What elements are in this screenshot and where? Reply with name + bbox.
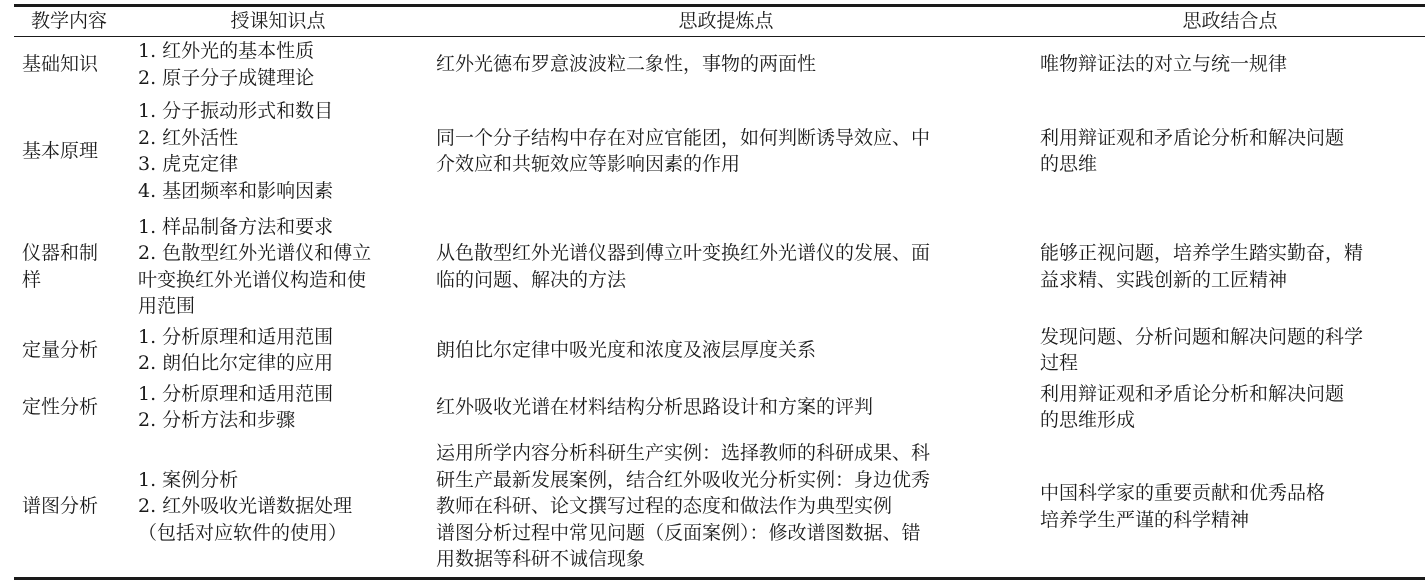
cell-text-line: 用范围 — [138, 295, 196, 317]
cell-text-line: 定量分析 — [22, 338, 99, 361]
cell-knowledge-points — [138, 378, 418, 436]
cell-knowledge-points — [138, 211, 418, 322]
cell-ideological-combination — [1040, 378, 1415, 436]
header-knowledge-points: 授课知识点 — [230, 10, 326, 32]
cell-ideological-combination — [1040, 436, 1415, 577]
cell-text-line: 红外光德布罗意波波粒二象性，事物的两面性 — [436, 53, 817, 76]
cell-text-line: 唯物辩证法的对立与统一规律 — [1040, 53, 1288, 76]
cell-text-line: 发现问题、分析问题和解决问题的科学 — [1040, 325, 1364, 348]
cell-ideological-refinement — [436, 211, 1016, 322]
cell-knowledge-points — [138, 91, 418, 211]
table-row — [0, 436, 1425, 577]
cell-text-line: （包括对应软件的使用） — [138, 521, 348, 544]
table-row — [0, 211, 1425, 322]
cell-ideological-refinement — [436, 436, 1016, 577]
header-teaching-content: 教学内容 — [30, 10, 107, 32]
cell-text-line: 1. 样品制备方法和要求 — [138, 215, 334, 238]
table-bottom-rule — [14, 577, 1425, 580]
cell-text-line: 1. 分子振动形式和数目 — [138, 100, 334, 122]
cell-text-line: 1. 分析原理和适用范围 — [138, 382, 334, 405]
cell-knowledge-points — [138, 322, 418, 378]
cell-text-line: 1. 案例分析 — [138, 468, 239, 491]
cell-text-line: 4. 基团频率和影响因素 — [138, 179, 334, 202]
table-row — [0, 38, 1425, 91]
cell-text-line: 谱图分析 — [22, 495, 99, 518]
table-row — [0, 378, 1425, 436]
cell-ideological-refinement — [436, 38, 1016, 91]
cell-text-line: 临的问题、解决的方法 — [436, 268, 627, 291]
cell-text-line: 教师在科研、论文撰写过程的态度和做法作为典型实例 — [436, 495, 893, 518]
cell-text-line: 2. 红外活性 — [138, 126, 239, 149]
cell-text-line: 利用辩证观和矛盾论分析和解决问题 — [1040, 126, 1345, 149]
cell-text-line: 的思维形成 — [1040, 409, 1136, 431]
cell-ideological-refinement — [436, 322, 1016, 378]
cell-ideological-refinement — [436, 378, 1016, 436]
cell-text-line: 红外吸收光谱在材料结构分析思路设计和方案的评判 — [436, 395, 874, 418]
cell-text-line: 中国科学家的重要贡献和优秀品格 — [1040, 482, 1326, 504]
cell-teaching-content — [22, 322, 122, 378]
cell-text-line: 同一个分子结构中存在对应官能团，如何判断诱导效应、中 — [436, 126, 931, 149]
cell-text-line: 研生产最新发展案例，结合红外吸收光分析实例：身边优秀 — [436, 468, 931, 491]
cell-text-line: 益求精、实践创新的工匠精神 — [1040, 268, 1288, 291]
cell-text-line: 介效应和共轭效应等影响因素的作用 — [436, 153, 741, 175]
cell-text-line: 样 — [22, 268, 42, 291]
cell-text-line: 能够正视问题，培养学生踏实勤奋，精 — [1040, 242, 1364, 264]
table-row — [0, 322, 1425, 378]
cell-ideological-refinement — [436, 91, 1016, 211]
cell-ideological-combination — [1040, 211, 1415, 322]
cell-text-line: 谱图分析过程中常见问题（反面案例）：修改谱图数据、错 — [436, 521, 921, 544]
cell-text-line: 2. 分析方法和步骤 — [138, 409, 296, 431]
cell-text-line: 朗伯比尔定律中吸光度和浓度及液层厚度关系 — [436, 338, 817, 361]
cell-text-line: 叶变换红外光谱仪构造和使 — [138, 268, 367, 291]
cell-text-line: 1. 分析原理和适用范围 — [138, 325, 334, 348]
cell-text-line: 3. 虎克定律 — [138, 153, 239, 175]
cell-text-line: 1. 红外光的基本性质 — [138, 40, 315, 62]
cell-text-line: 2. 色散型红外光谱仪和傅立 — [138, 242, 372, 264]
cell-text-line: 从色散型红外光谱仪器到傅立叶变换红外光谱仪的发展、面 — [436, 242, 931, 264]
cell-text-line: 运用所学内容分析科研生产实例：选择教师的科研成果、科 — [436, 442, 931, 465]
cell-teaching-content — [22, 38, 122, 91]
cell-text-line: 2. 红外吸收光谱数据处理 — [138, 495, 353, 518]
cell-text-line: 基本原理 — [22, 139, 99, 162]
table-row — [0, 91, 1425, 211]
cell-text-line: 仪器和制 — [22, 242, 99, 264]
cell-ideological-combination — [1040, 322, 1415, 378]
cell-knowledge-points — [138, 436, 418, 577]
header-ideological-combination: 思政结合点 — [1182, 10, 1278, 32]
cell-ideological-combination — [1040, 38, 1415, 91]
cell-teaching-content — [22, 211, 122, 322]
cell-ideological-combination — [1040, 91, 1415, 211]
cell-text-line: 利用辩证观和矛盾论分析和解决问题 — [1040, 382, 1345, 405]
header-ideological-refinement: 思政提炼点 — [678, 10, 774, 32]
cell-teaching-content — [22, 378, 122, 436]
cell-text-line: 2. 原子分子成键理论 — [138, 66, 315, 89]
cell-text-line: 用数据等科研不诚信现象 — [436, 548, 646, 571]
cell-text-line: 过程 — [1040, 352, 1079, 374]
cell-text-line: 培养学生严谨的科学精神 — [1040, 508, 1250, 531]
cell-teaching-content — [22, 436, 122, 577]
cell-knowledge-points — [138, 38, 418, 91]
cell-text-line: 基础知识 — [22, 53, 99, 76]
table-header-rule — [14, 36, 1425, 37]
cell-text-line: 2. 朗伯比尔定律的应用 — [138, 352, 334, 374]
cell-text-line: 定性分析 — [22, 395, 99, 418]
cell-text-line: 的思维 — [1040, 153, 1098, 175]
cell-teaching-content — [22, 91, 122, 211]
